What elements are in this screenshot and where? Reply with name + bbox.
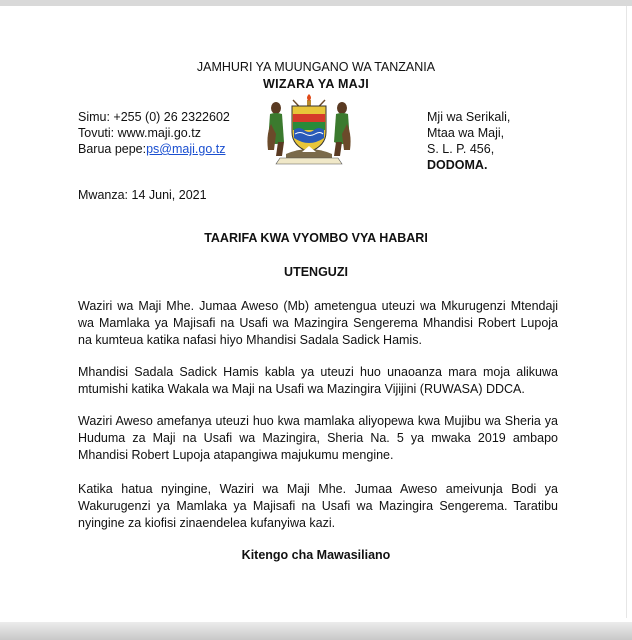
address-city: DODOMA. bbox=[427, 158, 488, 172]
address-line-1: Mji wa Serikali, bbox=[427, 110, 511, 124]
document-date: Mwanza: 14 Juni, 2021 bbox=[78, 188, 207, 202]
tanzania-coat-of-arms-icon bbox=[262, 94, 356, 166]
paragraph-3: Waziri Aweso amefanya uteuzi huo kwa mamlaka aliyopewa kwa Mujibu wa Sheria ya Huduma za Maji na Usafi wa Mazingira, Sheria Na. 5 ya mwaka 2019 ambapo Mhandisi Robert Lupoja atapangiwa majukumu mengine. bbox=[78, 414, 558, 462]
paragraph-4: Katika hatua nyingine, Waziri wa Maji Mhe. Jumaa Aweso ameivunja Bodi ya Wakurugenzi ya Mamlaka ya Majisafi na Usafi wa Mazingira Sengerema. Taratibu nyingine za kiofisi zinaendelea kufanyiwa kazi. bbox=[78, 482, 558, 530]
signature-unit: Kitengo cha Mawasiliano bbox=[241, 548, 391, 562]
contact-email-link[interactable]: ps@maji.go.tz bbox=[146, 142, 226, 156]
contact-website: Tovuti: www.maji.go.tz bbox=[78, 126, 201, 140]
paragraph-1: Waziri wa Maji Mhe. Jumaa Aweso (Mb) ametengua uteuzi wa Mkurugenzi Mtendaji wa Mamlaka ya Majisafi na Usafi wa Mazingira Sengerema Mhandisi Robert Lupoja na kumteua katika nafasi hiyo Mhandisi Sadala Sadick Hamis. bbox=[78, 299, 558, 347]
address-line-3: S. L. P. 456, bbox=[427, 142, 495, 156]
address-line-2: Mtaa wa Maji, bbox=[427, 126, 505, 140]
document-title: TAARIFA KWA VYOMBO VYA HABARI bbox=[204, 231, 428, 245]
header-ministry: WIZARA YA MAJI bbox=[262, 77, 370, 91]
document-page bbox=[0, 6, 627, 618]
contact-email-row bbox=[78, 142, 226, 156]
header-country: JAMHURI YA MUUNGANO WA TANZANIA bbox=[196, 60, 436, 74]
contact-phone: Simu: +255 (0) 26 2322602 bbox=[78, 110, 230, 124]
contact-email-label: Barua pepe: bbox=[78, 142, 147, 156]
document-subtitle: UTENGUZI bbox=[284, 265, 348, 279]
window-bottom-edge bbox=[0, 622, 632, 640]
paragraph-2: Mhandisi Sadala Sadick Hamis kabla ya uteuzi huo unaoanza mara moja alikuwa mtumishi katika Wakala wa Maji na Usafi wa Mazingira Vijijini (RUWASA) DDCA. bbox=[78, 365, 558, 396]
